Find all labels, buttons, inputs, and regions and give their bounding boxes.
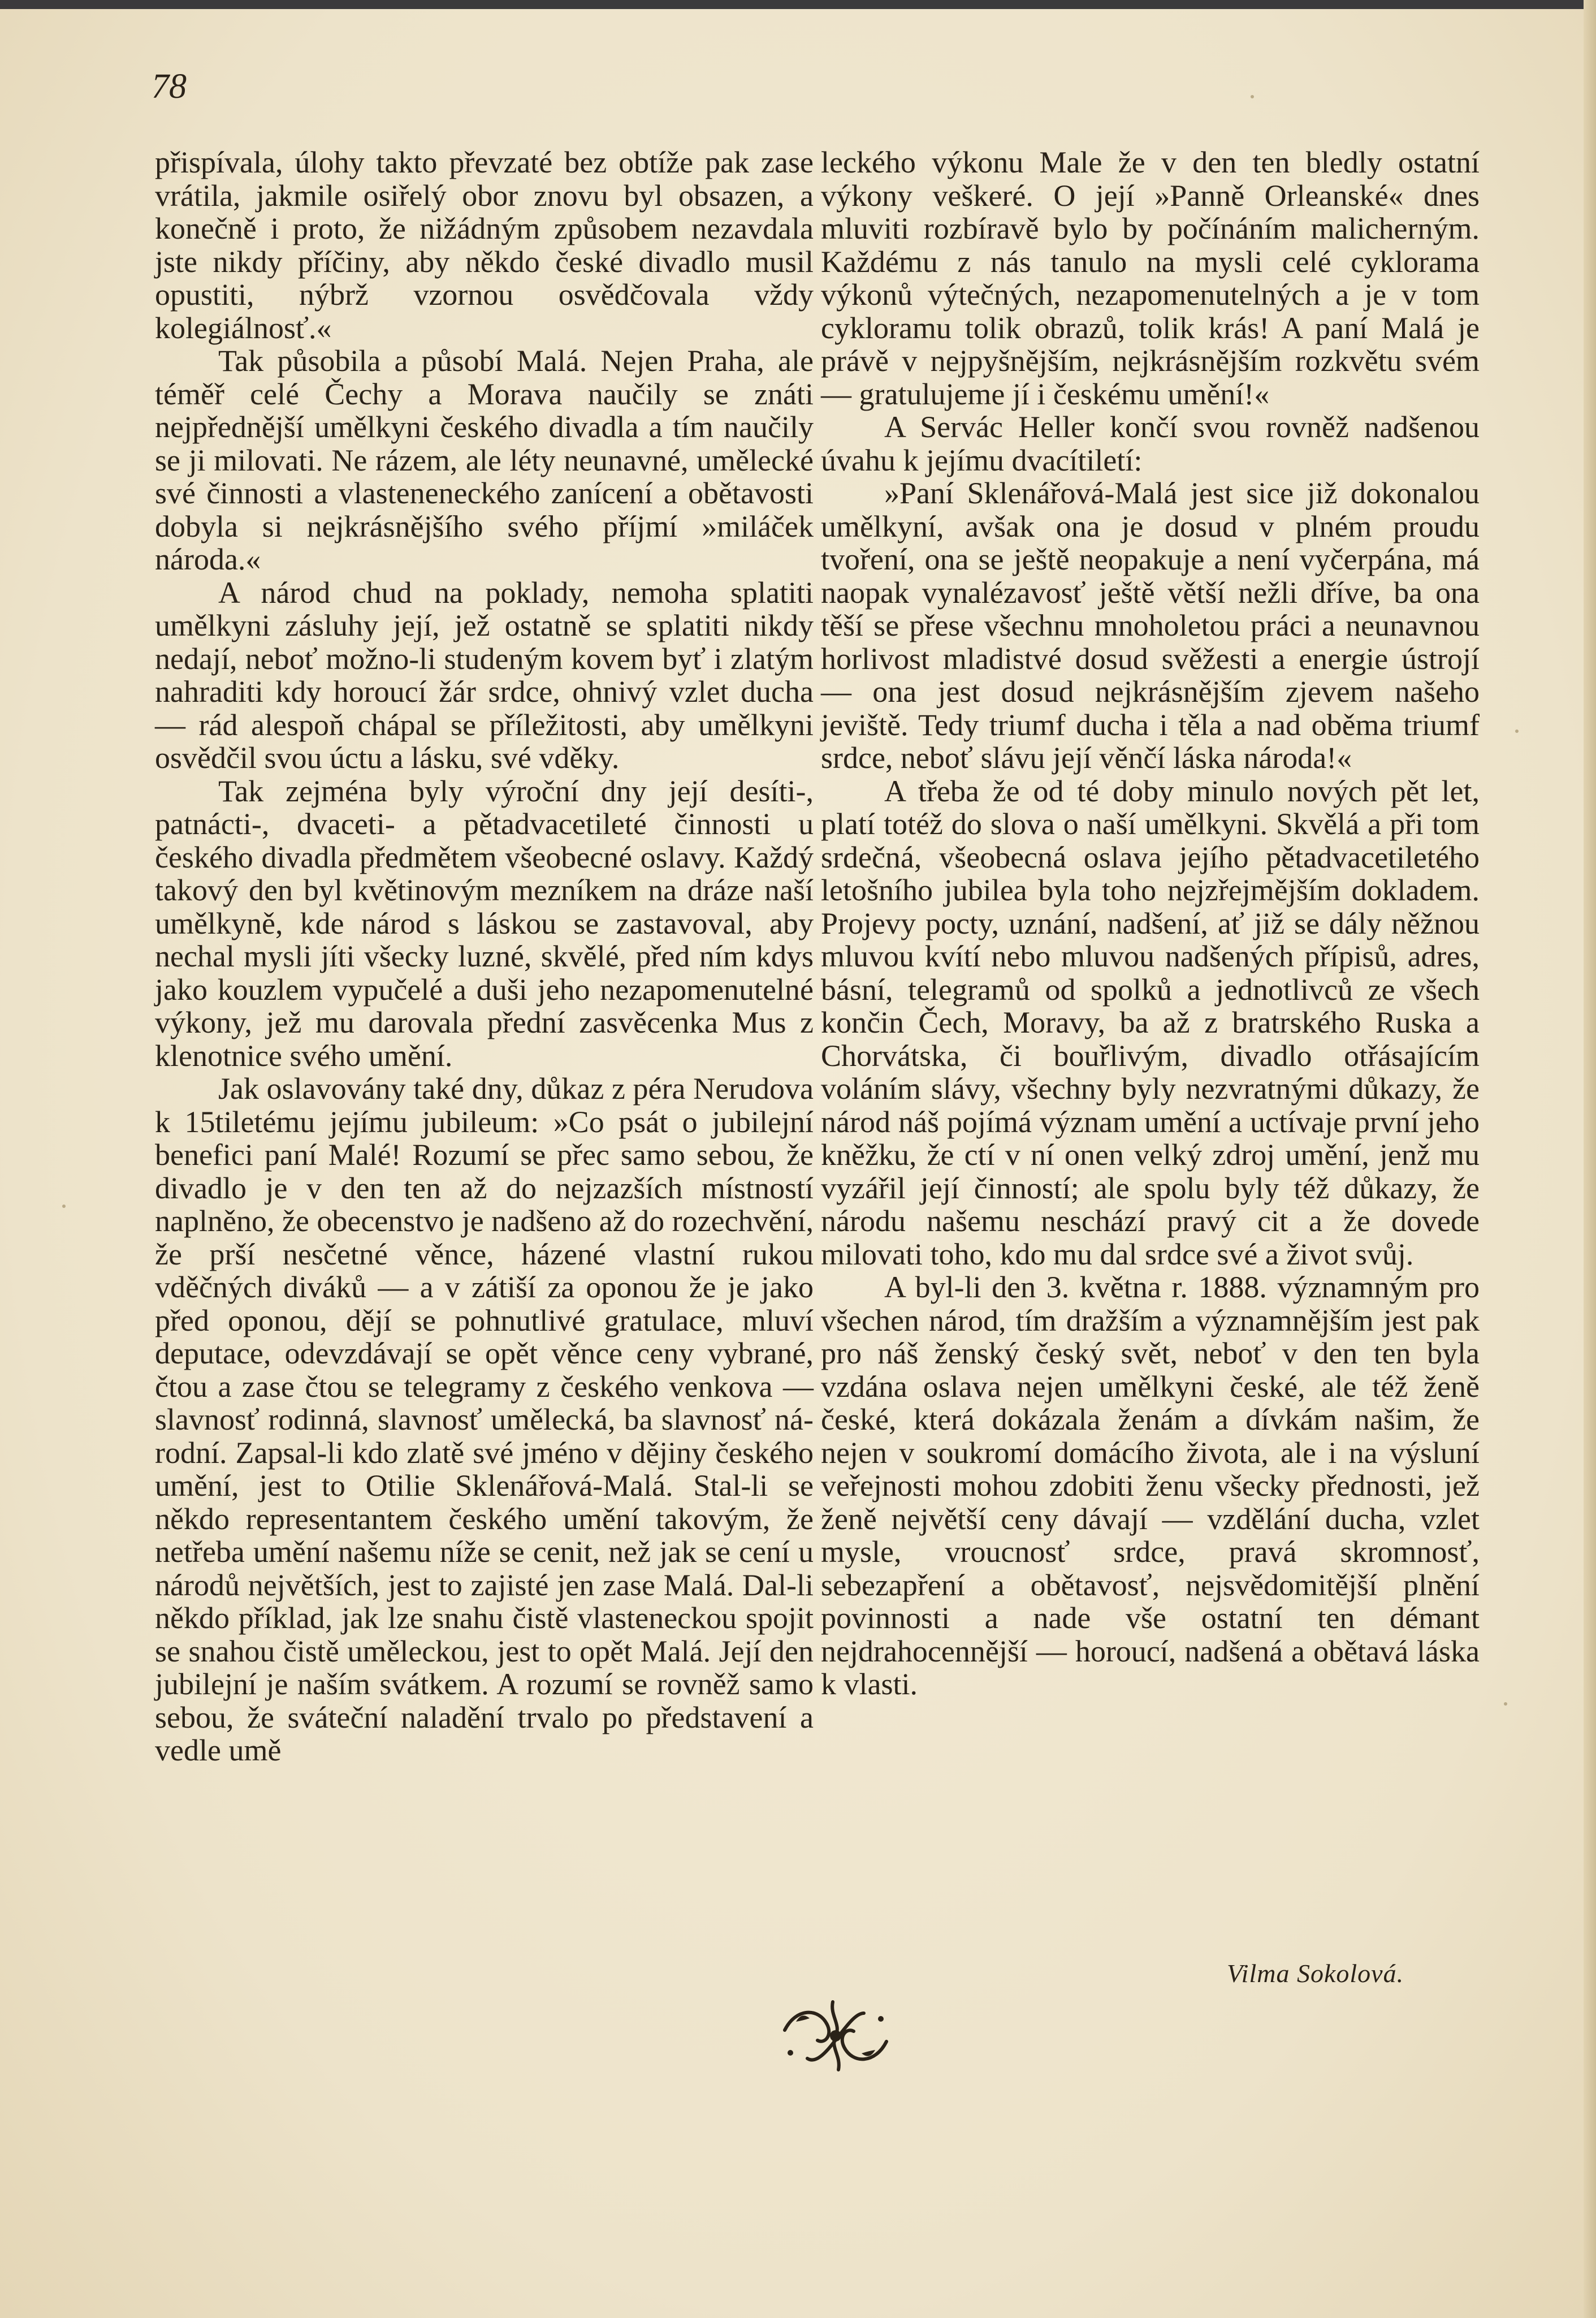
paper-speck bbox=[1251, 95, 1254, 98]
paragraph: »Paní Sklenářová-Malá jest sice již dokonalou umělkyní, avšak ona je dosud v plném proudu tvoření, ona se ještě neopakuje a není vyčerpána, má naopak vynalézavosť ještě větší nežli dříve, ba ona těší se přese všechnu mnoholetou práci a neunavnou horlivost mladistvé dosud svěžesti a energie ústrojí — ona jest dosud nejkrásnějším zjevem našeho jeviště. Tedy triumf ducha i těla a nad oběma triumf srdce, neboť slávu její věnčí láska národa!« bbox=[821, 476, 1480, 775]
paragraph: A Servác Heller končí svou rovněž nadšenou úvahu k jejímu dvacítiletí: bbox=[821, 410, 1480, 477]
paragraph: Tak působila a působí Malá. Nejen Praha, ale téměř celé Čechy a Morava naučily se znáti nejpřednější umělkyni českého divadla a tím naučily se ji milovati. Ne rázem, ale léty neunavné, umělecké své činnosti a vlasteneneckého zanícení a obětavosti dobyla si nejkrásnějšího svého příjmí »miláček národa.« bbox=[155, 344, 814, 576]
paper-speck bbox=[62, 1205, 66, 1208]
page-right-edge bbox=[1584, 0, 1596, 2318]
paragraph: A byl-li den 3. května r. 1888. významným pro všechen národ, tím dražším a významnějším jest pak pro náš ženský český svět, neboť v den ten byla vzdána oslava nejen umělkyni české, ale též ženě české, která dokázala ženám a dívkám našim, že nejen v soukromí domácího života, ale i na výsluní veřejnosti mohou zdobiti ženu všecky přednosti, jež ženě největší ceny dávají — vzdělání ducha, vzlet mysle, vroucnosť srdce, pravá skromnosť, sebezapření a obětavosť, nejsvědomitější plnění povinnosti a nade vše ostatní ten démant nejdrahocennější — horoucí, nadšená a obětavá láska k vlasti. bbox=[821, 1270, 1480, 1701]
floral-ornament-icon bbox=[773, 1991, 898, 2081]
paper-speck bbox=[1504, 1702, 1507, 1706]
scan-top-edge bbox=[0, 0, 1596, 9]
left-column bbox=[155, 146, 814, 1767]
paper-speck bbox=[1515, 729, 1519, 733]
author-signature: Vilma Sokolová. bbox=[1227, 1959, 1404, 1988]
paragraph: Tak zejména byly výroční dny její desíti-, patnácti-, dvaceti- a pětadvacetileté činnosti u českého divadla předmětem všeobecné oslavy. Každý takový den byl květinovým mezníkem na dráze naší umělkyně, kde národ s láskou se zastavoval, aby nechal mysli jíti všecky luzné, skvělé, před ním kdys jako kouzlem vypučelé a duši jeho nezapomenutelné výkony, jež mu darovala přední zasvěcenka Mus z klenotnice svého umění. bbox=[155, 774, 814, 1073]
paragraph: A národ chud na poklady, nemoha splatiti umělkyni zásluhy její, jež ostatně se splatiti nikdy nedají, neboť možno-li studeným kovem byť i zlatým nahraditi kdy horoucí žár srdce, ohnivý vzlet ducha — rád alespoň chápal se příležitosti, aby umělkyni osvědčil svou úctu a lásku, své vděky. bbox=[155, 575, 814, 775]
paragraph: A třeba že od té doby minulo nových pět let, platí totéž do slova o naší umělkyni. Skvělá a při tom srdečná, všeobecná oslava jejího pětadvacetiletého letošního jubilea byla toho nejzřejmějším dokladem. Projevy pocty, uznání, nadšení, ať již se dály něžnou mluvou kvítí nebo mluvou nadšených přípisů, adres, básní, telegramů od spolků a jednotlivců ze všech končin Čech, Moravy, ba až z bratrského Ruska a Chorvátska, či bouřlivým, divadlo otřásajícím voláním slávy, všechny byly nezvratnými důkazy, že národ náš pojímá význam umění a uctívaje první jeho kněžku, že ctí v ní onen velký zdroj umění, jenž mu vyzářil její činností; ale spolu byly též důkazy, že národu našemu neschází pravý cit a že dovede milovati toho, kdo mu dal srdce své a život svůj. bbox=[821, 774, 1480, 1271]
right-column bbox=[821, 146, 1480, 1701]
paragraph: přispívala, úlohy takto převzaté bez obtíže pak zase vrátila, jakmile osiřelý obor znovu byl obsazen, a konečně i proto, že nižádným způsobem nezavdala jste nikdy příčiny, aby někdo české divadlo musil opustiti, nýbrž vzornou osvědčovala vždy kolegiálnosť.« bbox=[155, 145, 814, 345]
paragraph: leckého výkonu Male že v den ten bledly ostatní výkony veškeré. O její »Panně Orleanské« dnes mluviti rozbíravě bylo by počínáním malicherným. Každému z nás tanulo na mysli celé cyklorama výkonů výtečných, nezapomenutelných a je v tom cykloramu tolik obrazů, tolik krás! A paní Malá je právě v nejpyšnějším, nejkrásnějším rozkvětu svém — gratulujeme jí i českému umění!« bbox=[821, 145, 1480, 411]
paragraph: Jak oslavovány také dny, důkaz z péra Nerudova k 15tiletému jejímu jubileum: »Co psát o jubilejní benefici paní Malé! Rozumí se přec samo sebou, že divadlo je v den ten až do nejzazších místností naplněno, že obecenstvo je nadšeno až do rozechvění, že prší nesčetné věnce, házené vlastní rukou vděčných diváků — a v zátiší za oponou že je jako před oponou, dějí se pohnutlivé gratulace, mluví deputace, odevzdávají se opět věnce ceny vybrané, čtou a zase čtou se telegramy z českého venkova — slavnosť rodinná, slavnosť umělecká, ba slavnosť národní. Zapsal-li kdo zlatě své jméno v dějiny českého umění, jest to Otilie Sklenářová-Malá. Stal-li se někdo representantem českého umění takovým, že netřeba umění našemu níže se cenit, než jak se cení u národů největších, jest to zajisté jen zase Malá. Dal-li někdo příklad, jak lze snahu čistě vlasteneckou spojit se snahou čistě uměleckou, jest to opět Malá. Její den jubilejní je naším svátkem. A rozumí se rovněž samo sebou, že sváteční naladění trvalo po představení a vedle umě bbox=[155, 1072, 814, 1767]
page-number: 78 bbox=[152, 67, 187, 106]
